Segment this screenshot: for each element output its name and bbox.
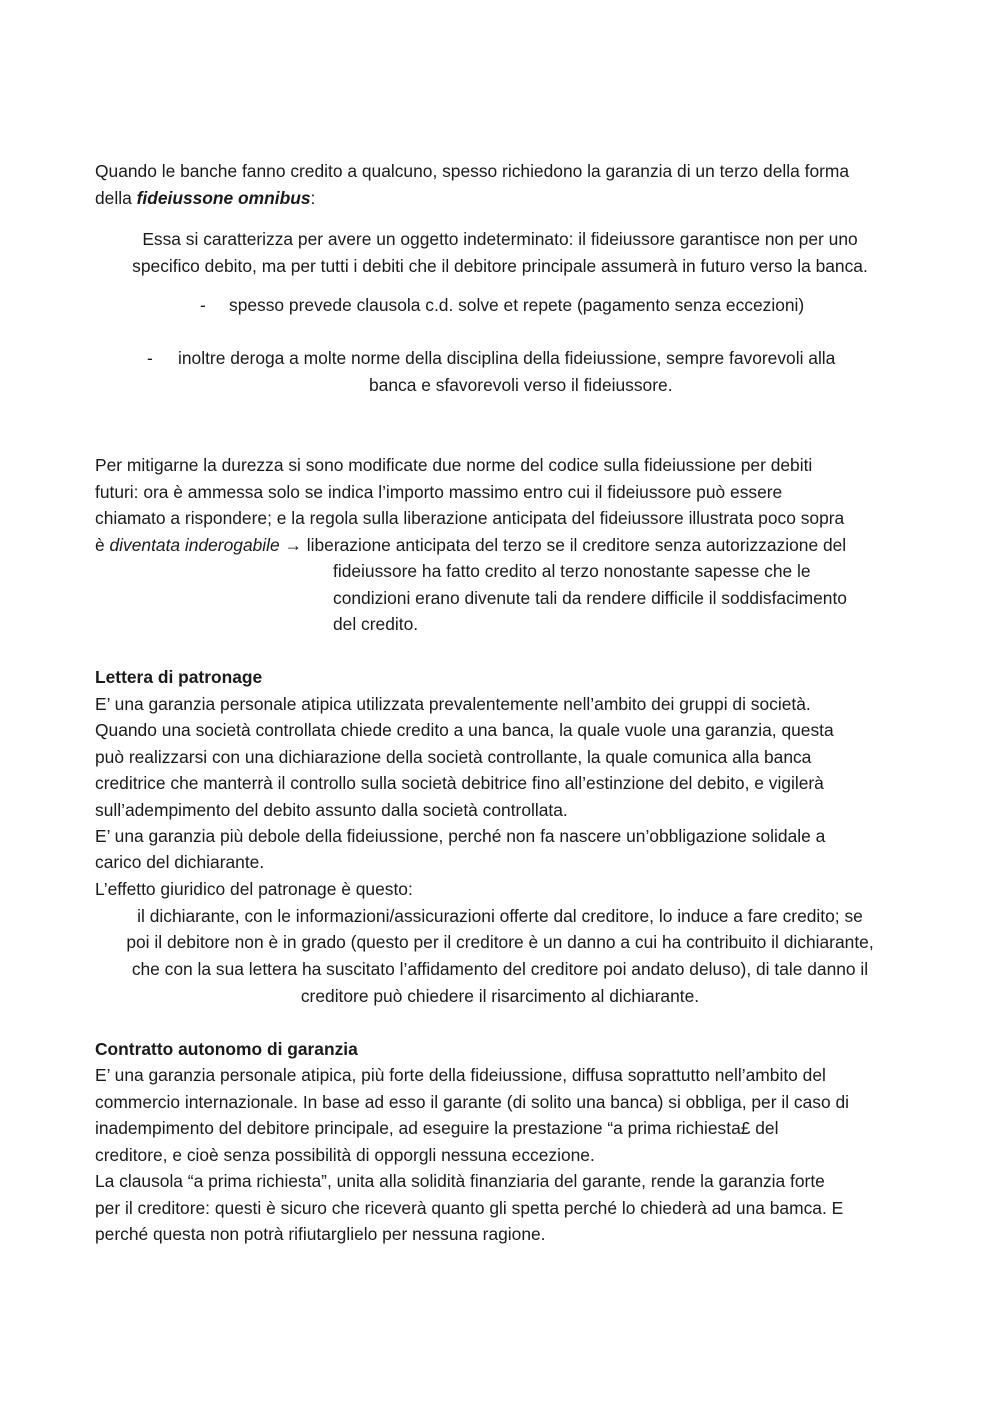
mitigation-line-4 <box>95 533 846 557</box>
patronage-centered-line-2: poi il debitore non è in grado (questo per il creditore è un danno a cui ha contribuito il dichiarante, <box>126 932 874 952</box>
patronage-centered-line-3: che con la sua lettera ha suscitato l’affidamento del creditore poi andato deluso), di tale danno il <box>131 959 869 979</box>
term-diventata-inderogabile: diventata inderogabile <box>109 535 280 555</box>
patronage-p1-line-1: E’ una garanzia personale atipica utilizzata prevalentemente nell’ambito dei gruppi di società. <box>95 694 811 714</box>
intro-line-2 <box>95 186 315 210</box>
patronage-p3: L’effetto giuridico del patronage è questo: <box>95 879 413 899</box>
intro-line-2-suffix: : <box>310 188 316 208</box>
mitigation-line-6: condizioni erano divenute tali da rendere difficile il soddisfacimento <box>333 588 847 608</box>
arrow-icon: → <box>279 535 307 555</box>
mitigation-line-4-rest: liberazione anticipata del terzo se il creditore senza autorizzazione del <box>306 535 847 555</box>
mitigation-line-5: fideiussore ha fatto credito al terzo nonostante sapesse che le <box>333 561 811 581</box>
intro-line-2-prefix: della <box>95 188 137 208</box>
autonomo-line-5: La clausola “a prima richiesta”, unita alla solidità finanziaria del garante, rende la garanzia forte <box>95 1171 825 1191</box>
omnibus-centered-line-2: specifico debito, ma per tutti i debiti che il debitore principale assumerà in futuro verso la banca. <box>132 256 868 276</box>
bullet-dash-2: - <box>147 348 153 368</box>
patronage-p2-line-2: carico del dichiarante. <box>95 852 265 872</box>
patronage-p1-line-3: può realizzarsi con una dichiarazione della società controllante, la quale comunica alla banca <box>95 747 812 767</box>
mitigation-line-7: del credito. <box>333 614 419 634</box>
autonomo-line-7: perché questa non potrà rifiutarglielo per nessuna ragione. <box>95 1224 546 1244</box>
patronage-p2-line-1: E’ una garanzia più debole della fideiussione, perché non fa nascere un’obbligazione solidale a <box>95 826 826 846</box>
autonomo-line-2: commercio internazionale. In base ad esso il garante (di solito una banca) si obbliga, per il caso di <box>95 1092 850 1112</box>
heading-contratto-autonomo-di-garanzia: Contratto autonomo di garanzia <box>95 1039 358 1059</box>
bullet-item-2-line-1: inoltre deroga a molte norme della disciplina della fideiussione, sempre favorevoli alla <box>178 348 836 368</box>
mitigation-line-4-prefix: è <box>95 535 110 555</box>
autonomo-line-3: inadempimento del debitore principale, ad eseguire la prestazione “a prima richiesta£ del <box>95 1118 779 1138</box>
intro-line-1: Quando le banche fanno credito a qualcuno, spesso richiedono la garanzia di un terzo della forma <box>95 161 850 181</box>
patronage-centered-line-1: il dichiarante, con le informazioni/assicurazioni offerte dal creditore, lo induce a fare credito; se <box>137 906 863 926</box>
mitigation-line-2: futuri: ora è ammessa solo se indica l’importo massimo entro cui il fideiussore può essere <box>95 482 783 502</box>
autonomo-line-6: per il creditore: questi è sicuro che riceverà quanto gli spetta perché lo chiederà ad una bamca. E <box>95 1198 844 1218</box>
autonomo-line-4: creditore, e cioè senza possibilità di opporgli nessuna eccezione. <box>95 1145 595 1165</box>
bullet-item-2-line-2: banca e sfavorevoli verso il fideiussore. <box>369 375 673 395</box>
term-fideiussione-omnibus: fideiussone omnibus <box>136 188 311 208</box>
patronage-p1-line-2: Quando una società controllata chiede credito a una banca, la quale vuole una garanzia, questa <box>95 720 834 740</box>
mitigation-line-1: Per mitigarne la durezza si sono modificate due norme del codice sulla fideiussione per debiti <box>95 455 813 475</box>
omnibus-centered-line-1: Essa si caratterizza per avere un oggetto indeterminato: il fideiussore garantisce non per uno <box>142 229 858 249</box>
patronage-p1-line-4: creditrice che manterrà il controllo sulla società debitrice fino all’estinzione del debito, e vigilerà <box>95 773 824 793</box>
bullet-item-1: spesso prevede clausola c.d. solve et repete (pagamento senza eccezioni) <box>229 295 805 315</box>
autonomo-line-1: E’ una garanzia personale atipica, più forte della fideiussione, diffusa soprattutto nell’ambito del <box>95 1065 826 1085</box>
patronage-p1-line-5: sull’adempimento del debito assunto dalla società controllata. <box>95 800 568 820</box>
patronage-centered-line-4: creditore può chiedere il risarcimento al dichiarante. <box>300 986 700 1006</box>
mitigation-line-3: chiamato a rispondere; e la regola sulla liberazione anticipata del fideiussore illustrata poco sopra <box>95 508 845 528</box>
bullet-dash-1: - <box>200 295 206 315</box>
heading-lettera-di-patronage: Lettera di patronage <box>95 667 263 687</box>
